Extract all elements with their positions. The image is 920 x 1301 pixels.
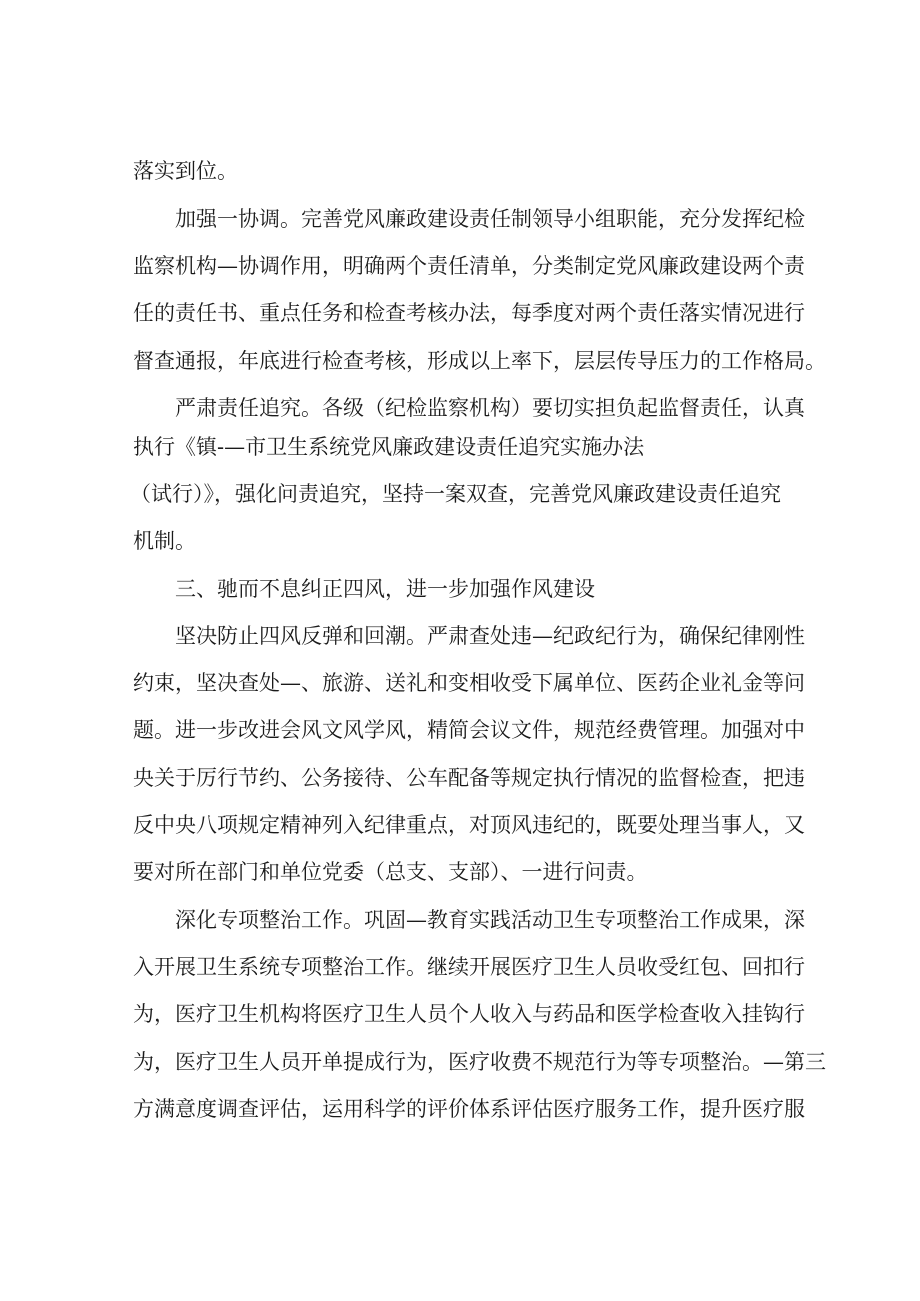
text-line: 央关于厉行节约、公务接待、公车配备等规定执行情况的监督检查，把违 <box>133 766 805 790</box>
text-line: 落实到位。 <box>133 159 238 183</box>
text-line: 题。进一步改进会风文风学风，精简会议文件，规范经费管理。加强对中 <box>133 718 805 742</box>
text-line: 方满意度调查评估，运用科学的评价体系评估医疗服务工作，提升医疗服 <box>133 1097 805 1121</box>
text-line: 机制。 <box>133 529 196 553</box>
text-line: 执行《镇-—市卫生系统党风廉政建设责任追究实施办法 <box>133 435 645 459</box>
section-heading: 三、驰而不息纠正四风，进一步加强作风建设 <box>175 577 595 601</box>
text-line: 为，医疗卫生机构将医疗卫生人员个人收入与药品和医学检查收入挂钩行 <box>133 1002 805 1026</box>
text-line: （试行）》，强化问责追究，坚持一案双查，完善党风廉政建设责任追究 <box>130 482 781 506</box>
text-line: 深化专项整治工作。巩固—教育实践活动卫生专项整治工作成果，深 <box>175 908 805 932</box>
text-line: 坚决防止四风反弹和回潮。严肃查处违—纪政纪行为，确保纪律刚性 <box>175 624 805 648</box>
text-line: 为，医疗卫生人员开单提成行为，医疗收费不规范行为等专项整治。—第三 <box>133 1050 826 1074</box>
text-line: 入开展卫生系统专项整治工作。继续开展医疗卫生人员收受红包、回扣行 <box>133 955 805 979</box>
text-line: 严肃责任追究。各级（纪检监察机构）要切实担负起监督责任，认真 <box>175 396 805 420</box>
text-line: 任的责任书、重点任务和检查考核办法，每季度对两个责任落实情况进行 <box>133 301 805 325</box>
text-line: 反中央八项规定精神列入纪律重点，对顶风违纪的，既要处理当事人，又 <box>133 813 805 837</box>
text-line: 监察机构—协调作用，明确两个责任清单，分类制定党风廉政建设两个责 <box>133 254 805 278</box>
text-line: 要对所在部门和单位党委（总支、支部）、一进行问责。 <box>133 860 648 884</box>
text-line: 加强一协调。完善党风廉政建设责任制领导小组职能，充分发挥纪检 <box>175 207 805 231</box>
text-line: 约束，坚决查处—、旅游、送礼和变相收受下属单位、医药企业礼金等问 <box>133 671 805 695</box>
text-line: 督查通报，年底进行检查考核，形成以上率下，层层传导压力的工作格局。 <box>133 349 826 373</box>
